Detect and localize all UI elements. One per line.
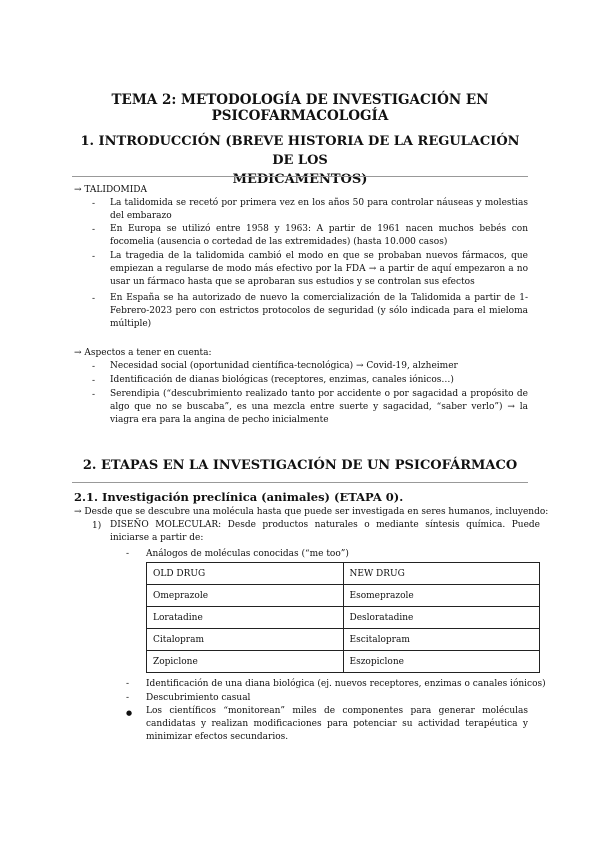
- talidomida-item: La tragedia de la talidomida cambió el modo en que se probaban nuevos fármacos, que empiezan a regularse de modo más efectivo por la FDA → a partir de aquí empezaron a no usar un fármaco hasta que se aprobaran sus estudios y se controlan sus efectos: [110, 251, 528, 288]
- talidomida-item: La talidomida se recetó por primera vez en los años 50 para controlar náuseas y molestias del embarazo: [110, 198, 528, 222]
- document-title: TEMA 2: METODOLOGÍA DE INVESTIGACIÓN EN PSICOFARMACOLOGÍA: [111, 92, 489, 124]
- table-cell: Loratadine: [147, 607, 344, 629]
- dash-bullet: -: [92, 199, 96, 209]
- drug-table: [146, 562, 540, 673]
- table-cell: Escitalopram: [343, 629, 540, 651]
- dot-item: Los científicos “monitorean” miles de componentes para generar moléculas candidatas y realizan modificaciones para potenciar su actividad terapéutica y minimizar efectos secundarios.: [146, 706, 528, 743]
- section1-divider: [72, 176, 528, 177]
- analogos-item: Análogos de moléculas conocidas (“me too”): [146, 549, 349, 559]
- dash-bullet: -: [92, 362, 96, 372]
- table-row: [147, 651, 540, 673]
- dash-bullet: -: [126, 693, 130, 703]
- table-header-cell: OLD DRUG: [147, 563, 344, 585]
- table-cell: Citalopram: [147, 629, 344, 651]
- dot-bullet: ●: [126, 709, 133, 717]
- diseno-molecular-item: DISEÑO MOLECULAR: Desde productos naturales o mediante síntesis química. Puede iniciarse a partir de:: [110, 520, 540, 544]
- section2-divider: [72, 482, 528, 483]
- section1-heading-line1: 1. INTRODUCCIÓN (BREVE HISTORIA DE LA REGULACIÓN DE LOS: [80, 134, 520, 168]
- talidomida-item: En España se ha autorizado de nuevo la comercialización de la Talidomida a partir de 1-Febrero-2023 pero con estrictos protocolos de seguridad (y sólo indicada para el mieloma múltiple): [110, 293, 528, 330]
- table-row: [147, 629, 540, 651]
- sub-item: Descubrimiento casual: [146, 693, 251, 703]
- section1-heading: [80, 132, 520, 189]
- dash-bullet: -: [92, 390, 96, 400]
- item-number: 1): [92, 521, 102, 531]
- dash-bullet: -: [92, 225, 96, 235]
- aspectos-label: → Aspectos a tener en cuenta:: [74, 348, 212, 358]
- talidomida-item: En Europa se utilizó entre 1958 y 1963: A partir de 1961 nacen muchos bebés con focomelia (ausencia o cortedad de las extremidades) (hasta 10.000 casos): [110, 224, 528, 248]
- table-cell: Zopiclone: [147, 651, 344, 673]
- table-row: [147, 607, 540, 629]
- table-cell: Esomeprazole: [343, 585, 540, 607]
- table-cell: Omeprazole: [147, 585, 344, 607]
- sub-item: Identificación de una diana biológica (ej. nuevos receptores, enzimas o canales iónicos): [146, 679, 546, 689]
- dash-bullet: -: [126, 679, 130, 689]
- dash-bullet: -: [92, 252, 96, 262]
- section2-heading: 2. ETAPAS EN LA INVESTIGACIÓN DE UN PSICOFÁRMACO: [82, 458, 518, 473]
- dash-bullet: -: [92, 294, 96, 304]
- aspectos-item: Identificación de dianas biológicas (receptores, enzimas, canales iónicos…): [110, 375, 454, 385]
- aspectos-item: Serendipia (“descubrimiento realizado tanto por accidente o por sagacidad a propósito de algo que no se buscaba”, es una mezcla entre suerte y sagacidad, “saber verlo”) → la viagra era para la angina de pecho inicialmente: [110, 389, 528, 426]
- talidomida-label: → TALIDOMIDA: [74, 185, 148, 195]
- dash-bullet: -: [92, 376, 96, 386]
- table-row: [147, 585, 540, 607]
- section1-heading-line2: MEDICAMENTOS): [232, 172, 368, 187]
- dash-bullet: -: [126, 549, 130, 559]
- section2-subheading: 2.1. Investigación preclínica (animales) (ETAPA 0).: [74, 490, 404, 504]
- table-header-row: [147, 563, 540, 585]
- table-header-cell: NEW DRUG: [343, 563, 540, 585]
- table-cell: Desloratadine: [343, 607, 540, 629]
- section2-intro: → Desde que se descubre una molécula hasta que puede ser investigada en seres humanos, incluyendo:: [74, 507, 549, 517]
- table-cell: Eszopiclone: [343, 651, 540, 673]
- aspectos-item: Necesidad social (oportunidad científica-tecnológica) → Covid-19, alzheimer: [110, 361, 458, 371]
